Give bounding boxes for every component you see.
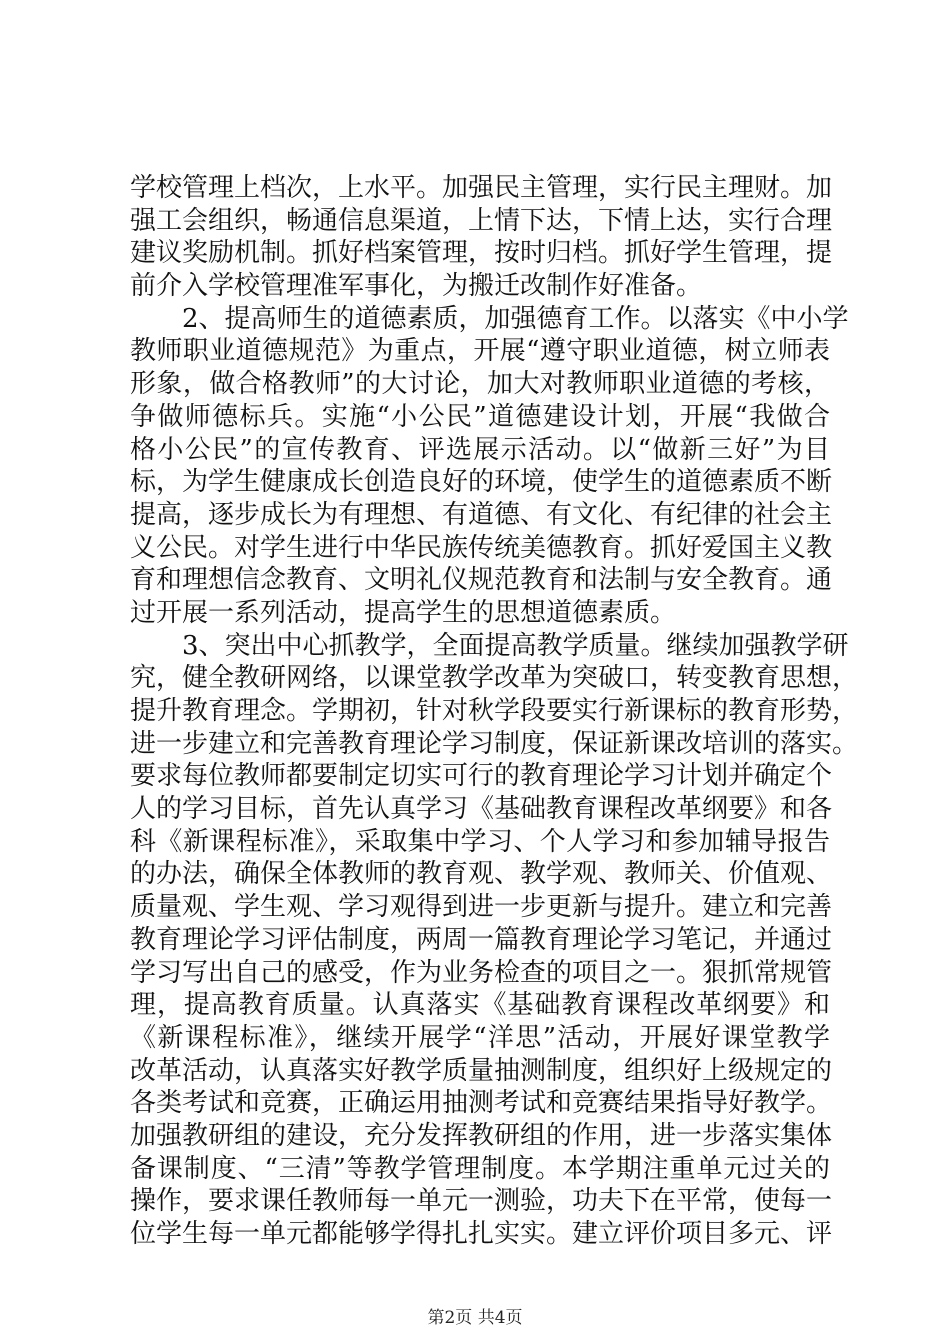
- text-line: 建议奖励机制。抓好档案管理，按时归档。抓好学生管理，提: [130, 238, 833, 269]
- text-line: 提高，逐步成长为有理想、有道德、有文化、有纪律的社会主: [130, 499, 833, 530]
- text-line: 究，健全教研网络，以课堂教学改革为突破口，转变教育思想，: [130, 663, 859, 694]
- text-line: 强工会组织，畅通信息渠道，上情下达，下情上达，实行合理: [130, 205, 833, 236]
- body-text: [130, 172, 859, 1251]
- text-line: 理，提高教育质量。认真落实《基础教育课程改革纲要》和: [130, 990, 830, 1021]
- text-line: 要求每位教师都要制定切实可行的教育理论学习计划并确定个: [130, 761, 833, 792]
- text-line: 操作，要求课任教师每一单元一测验，功夫下在平常，使每一: [130, 1186, 833, 1217]
- text-line: 前介入学校管理准军事化，为搬迁改制作好准备。: [130, 271, 703, 302]
- text-line: 科《新课程标准》，采取集中学习、个人学习和参加辅导报告: [130, 826, 830, 857]
- text-line: 质量观、学生观、学习观得到进一步更新与提升。建立和完善: [130, 892, 833, 923]
- text-line: 改革活动，认真落实好教学质量抽测制度，组织好上级规定的: [130, 1055, 833, 1086]
- text-line: 的办法，确保全体教师的教育观、教学观、教师关、价值观、: [130, 859, 833, 890]
- text-line: 标，为学生健康成长创造良好的环境，使学生的道德素质不断: [130, 467, 833, 498]
- page-footer: 第2页 共4页: [427, 1308, 523, 1328]
- text-line: 加强教研组的建设，充分发挥教研组的作用，进一步落实集体: [130, 1120, 833, 1151]
- text-line: 学校管理上档次，上水平。加强民主管理，实行民主理财。加: [130, 173, 833, 203]
- text-line: 义公民。对学生进行中华民族传统美德教育。抓好爱国主义教: [130, 532, 833, 563]
- text-line: 形象，做合格教师”的大讨论，加大对教师职业道德的考核，: [130, 369, 830, 400]
- text-line: 位学生每一单元都能够学得扎扎实实。建立评价项目多元、评: [130, 1219, 833, 1249]
- text-line: 学习写出自己的感受，作为业务检查的项目之一。狠抓常规管: [130, 957, 833, 988]
- text-line: 人的学习目标，首先认真学习《基础教育课程改革纲要》和各: [130, 794, 833, 825]
- text-line: 育和理想信念教育、文明礼仪规范教育和法制与安全教育。通: [130, 565, 833, 596]
- text-line: 提升教育理念。学期初，针对秋学段要实行新课标的教育形势，: [130, 696, 859, 726]
- text-line: 进一步建立和完善教育理论学习制度，保证新课改培训的落实。: [130, 728, 859, 759]
- text-line: 备课制度、“三清”等教学管理制度。本学期注重单元过关的: [130, 1153, 830, 1184]
- text-line: 教育理论学习评估制度，两周一篇教育理论学习笔记，并通过: [130, 924, 833, 955]
- text-line: 争做师德标兵。实施“小公民”道德建设计划，开展“我做合: [130, 401, 830, 432]
- text-line: 教师职业道德规范》为重点，开展“遵守职业道德，树立师表: [130, 336, 830, 367]
- text-line: 2、提高师生的道德素质，加强德育工作。以落实《中小学: [182, 303, 849, 334]
- text-line: 《新课程标准》，继续开展学“洋思”活动，开展好课堂教学: [130, 1022, 830, 1053]
- text-line: 过开展一系列活动，提高学生的思想道德素质。: [130, 597, 677, 628]
- text-line: 格小公民”的宣传教育、评选展示活动。以“做新三好”为目: [130, 434, 830, 465]
- text-line: 3、突出中心抓教学，全面提高教学质量。继续加强教学研: [182, 630, 849, 661]
- text-line: 各类考试和竞赛，正确运用抽测考试和竞赛结果指导好教学。: [130, 1088, 833, 1119]
